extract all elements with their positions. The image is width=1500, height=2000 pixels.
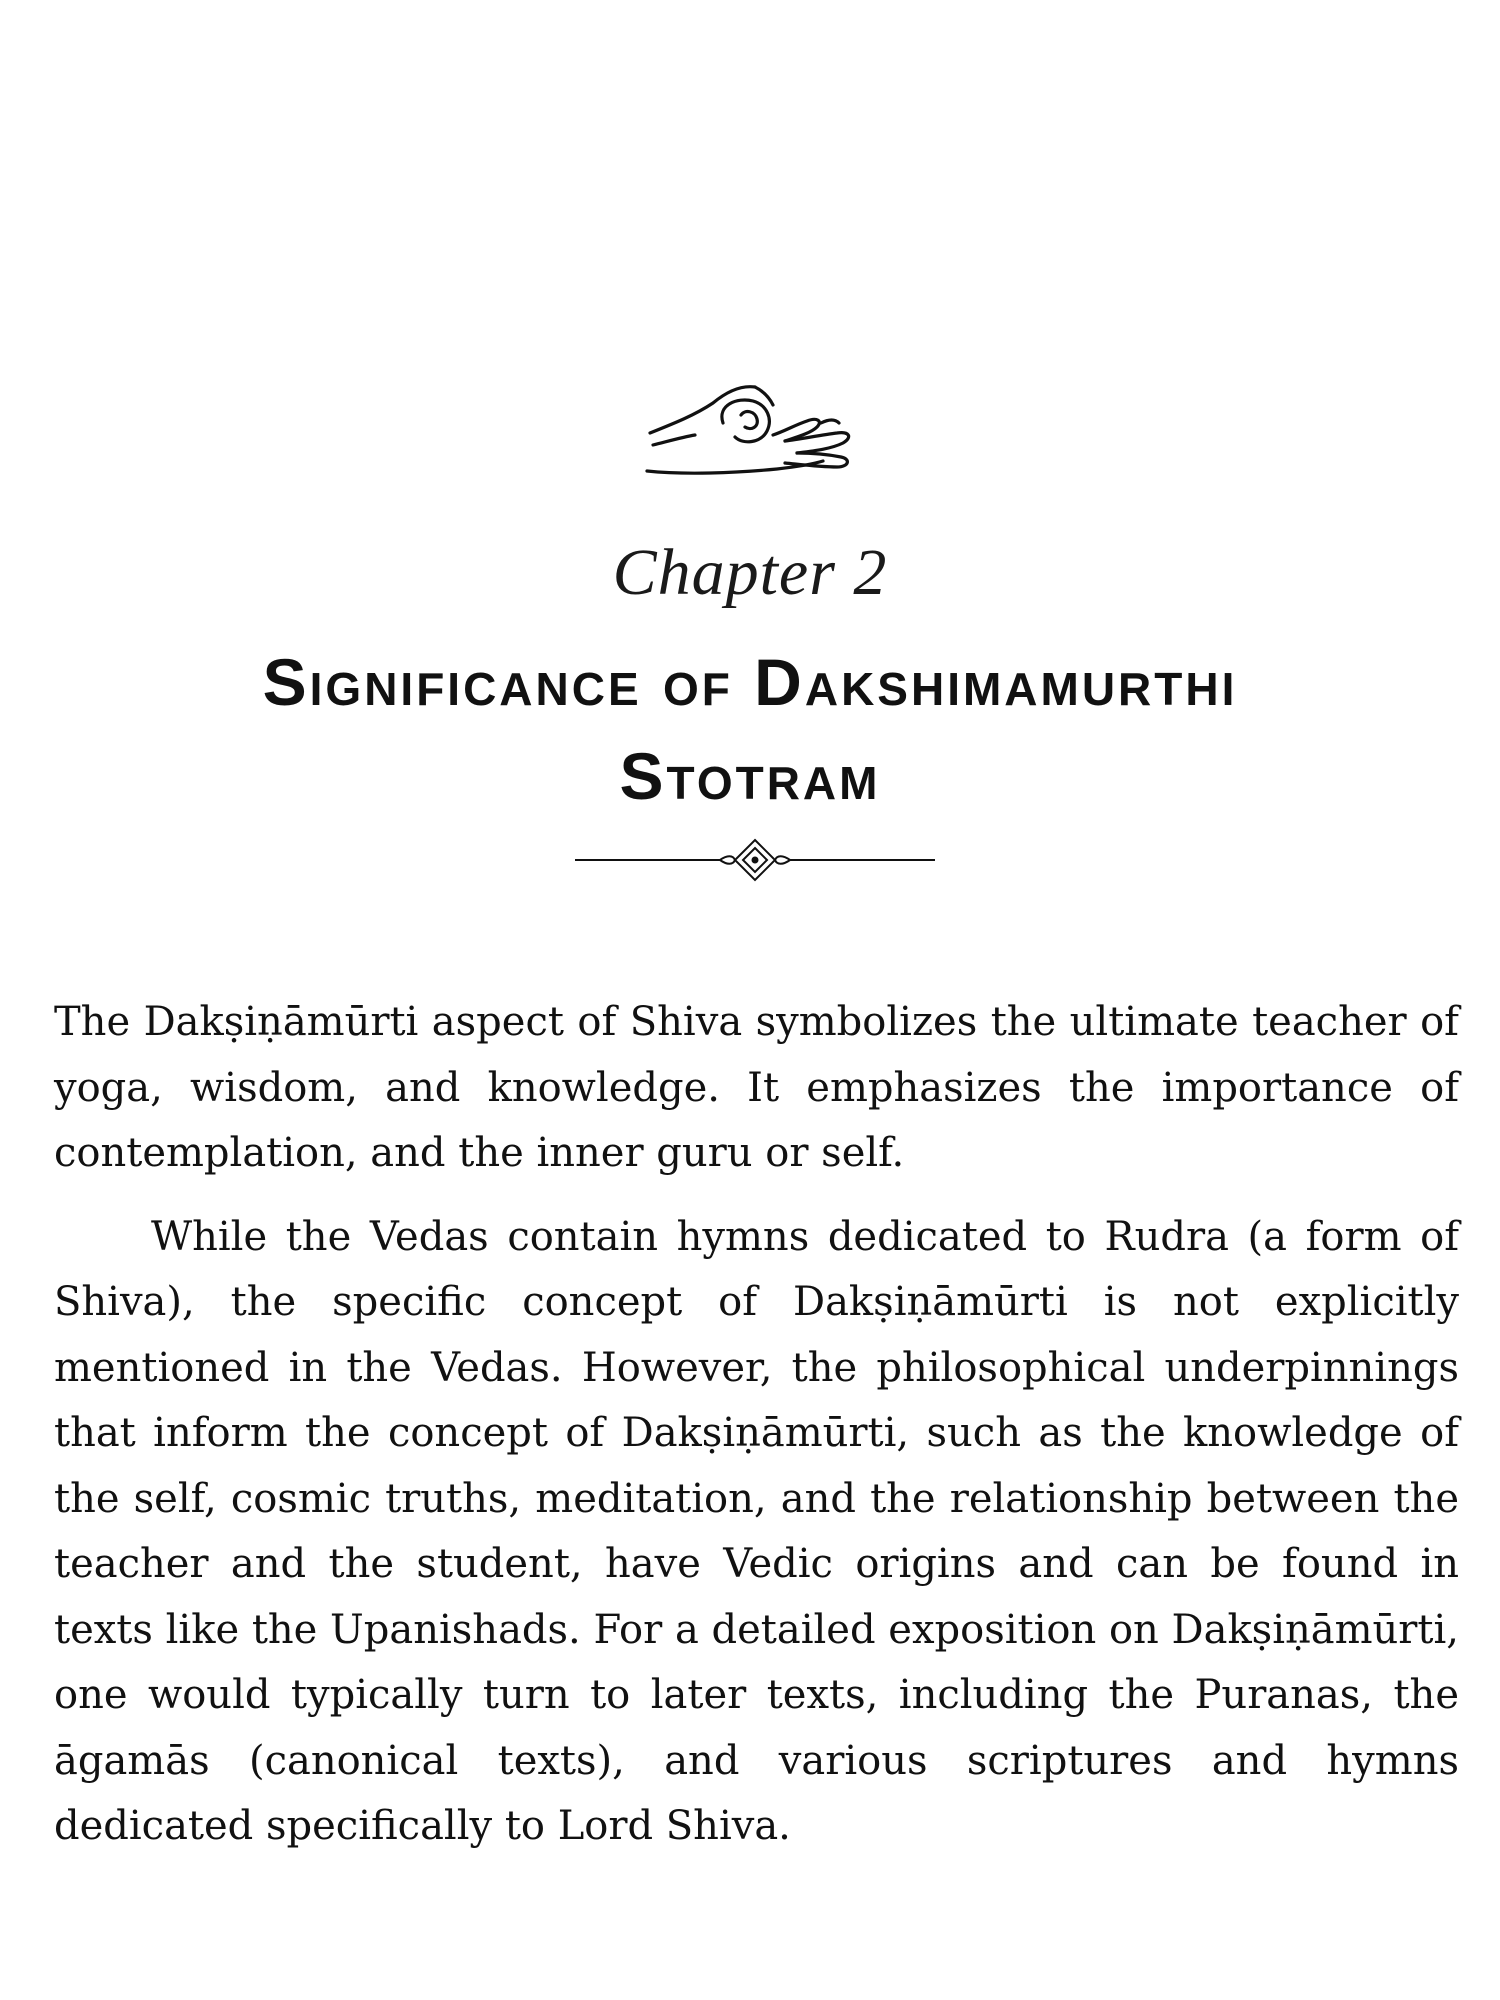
paragraph-2: While the Vedas contain hymns dedicated to Rudra (a form of Shiva), the specific concept of Dakṣiṇāmūrti is not explicitly mentioned in the Vedas. However, the philosophical underpinnings that inform the concept of Dakṣiṇāmūrti, such as the knowledge of the self, cosmic truths, meditation, and the relationship between the teacher and the student, have Vedic origins and can be found in texts like the Upanishads. For a detailed exposition on Dakṣiṇāmūrti, one would typically turn to later texts, including the Puranas, the āgamās (canonical texts), and various scriptures and hymns dedicated specifically to Lord Shiva.: [54, 1213, 1459, 1849]
chapter-title: [0, 635, 1500, 823]
body-text: [54, 990, 1459, 1860]
paragraph-1: The Dakṣiṇāmūrti aspect of Shiva symbolizes the ultimate teacher of yoga, wisdom, and knowledge. It emphasizes the importance of contemplation, and the inner guru or self.: [54, 999, 1459, 1176]
chapter-title-line-2: Stotram: [619, 739, 881, 813]
diamond-divider-icon: [575, 835, 935, 885]
chapter-label: Chapter 2: [612, 536, 888, 609]
mudra-hand-icon: [645, 375, 885, 485]
chapter-title-line-1: Significance of Dakshimamurthi: [262, 645, 1238, 719]
